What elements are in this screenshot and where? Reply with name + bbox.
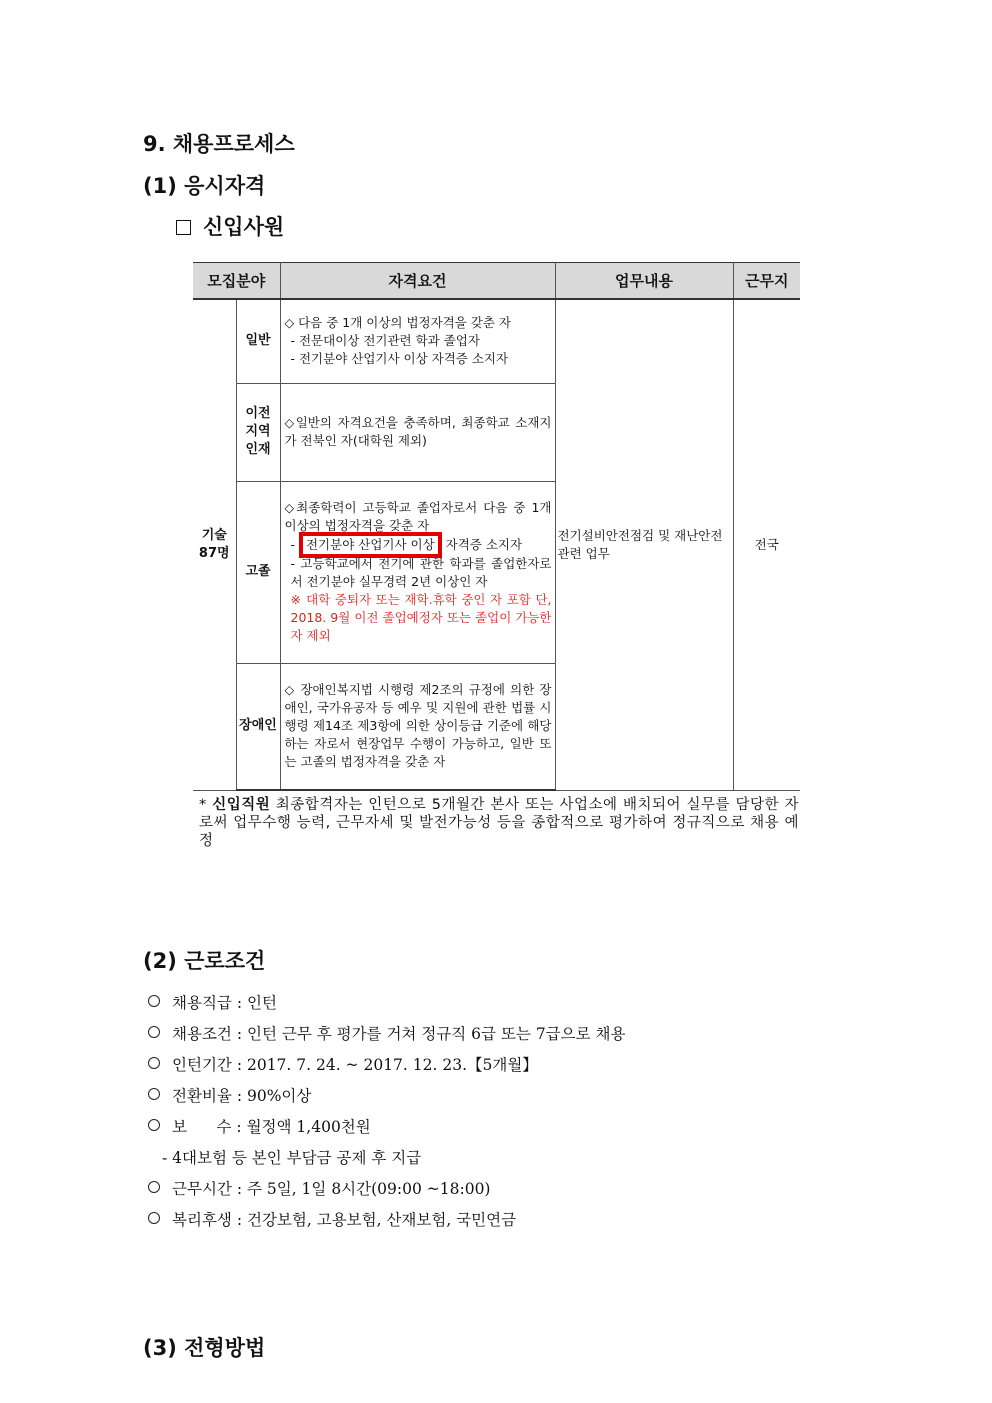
subsection-item-new-hire [176,211,284,241]
circle-bullet-icon [148,1212,160,1224]
highlight-box: 전기분야 산업기사 이상 [299,532,442,558]
req-disabled: ◇ 장애인복지법 시행령 제2조의 규정에 의한 장애인, 국가유공자 등 예우 및 지원에 관한 법률 시행령 제14조 제3항에 의한 상이등급 기준에 해당하는 자로서 현장업무 수행이 가능하고, 일반 또는 고졸의 법정자격을 갖춘 자 [280,663,555,790]
list-item: 인턴기간 : 2017. 7. 24. ~ 2017. 12. 23.【5개월】 [148,1052,625,1083]
exclusion-note: ※ 대학 중퇴자 또는 재학.휴학 중인 자 포함 단, 2018. 9월 이전 졸업예정자 또는 졸업이 가능한 자 제외 [290,592,552,643]
circle-bullet-icon [148,1026,160,1038]
circle-bullet-icon [148,1088,160,1100]
table-row [193,299,800,383]
new-hire-note: * 신입직원 최종합격자는 인턴으로 5개월간 본사 또는 사업소에 배치되어 실무를 담당한 자로써 업무수행 능력, 근무자세 및 발전가능성 등을 종합적으로 평가하여 정규직으로 채용 예정 [199,797,800,849]
circle-bullet-icon [148,995,160,1007]
duty-cell: 전기설비안전점검 및 재난안전관련 업무 [555,299,733,790]
header-duty: 업무내용 [555,263,733,300]
location-cell: 전국 [733,299,800,790]
circle-bullet-icon [148,1057,160,1069]
sub-disabled: 장애인 [236,663,280,790]
req-general: ◇ 다음 중 1개 이상의 법정자격을 갖춘 자 - 전문대이상 전기관련 학과 졸업자 - 전기분야 산업기사 이상 자격증 소지자 [280,299,555,383]
section-title: 9. 채용프로세스 [143,132,295,156]
list-item: 채용조건 : 인턴 근무 후 평가를 거쳐 정규직 6급 또는 7급으로 채용 [148,1021,625,1052]
req-highschool: ◇최종학력이 고등학교 졸업자로서 다음 중 1개 이상의 법정자격을 갖춘 자 - 전기분야 산업기사 이상 자격증 소지자 - 고등학교에서 전기에 관한 학과를 졸업한자로서 전기분야 실무경력 2년 이상인 자 ※ 대학 중퇴자 또는 재학.휴학 중인 자 포함 단, 2018. 9월 이전 졸업예정자 또는 졸업이 가능한 자 제외 [280,481,555,663]
sub-general: 일반 [236,299,280,383]
category-count: 87명 [198,545,230,561]
list-item: 복리후생 : 건강보험, 고용보험, 산재보험, 국민연금 [148,1207,625,1238]
header-requirements: 자격요건 [280,263,555,300]
category-cell [193,299,236,790]
list-item: 전환비율 : 90%이상 [148,1083,625,1114]
list-item: 근무시간 : 주 5일, 1일 8시간(09:00 ~18:00) [148,1176,625,1207]
subsection-selection-method: (3) 전형방법 [143,1336,266,1360]
sub-relocated: 이전 지역 인재 [236,383,280,481]
circle-bullet-icon [148,1181,160,1193]
table-header-row [193,263,800,300]
requirements-table [193,262,800,791]
checkbox-square-icon [176,220,191,235]
circle-bullet-icon [148,1119,160,1131]
subsection-working-conditions: (2) 근로조건 [143,949,266,973]
category-name: 기술 [201,527,227,543]
conditions-list [148,990,625,1238]
req-relocated: ◇일반의 자격요건을 충족하며, 최종학교 소재지가 전북인 자(대학원 제외) [280,383,555,481]
list-item: 보 수 : 월정액 1,400천원 [148,1114,625,1145]
list-item: 채용직급 : 인턴 [148,990,625,1021]
list-item: - 4대보험 등 본인 부담금 공제 후 지급 [162,1149,422,1167]
sub-highschool: 고졸 [236,481,280,663]
header-location: 근무지 [733,263,800,300]
header-field: 모집분야 [193,263,280,300]
subsection-eligibility: (1) 응시자격 [143,174,266,198]
new-hire-label: 신입사원 [203,215,285,239]
